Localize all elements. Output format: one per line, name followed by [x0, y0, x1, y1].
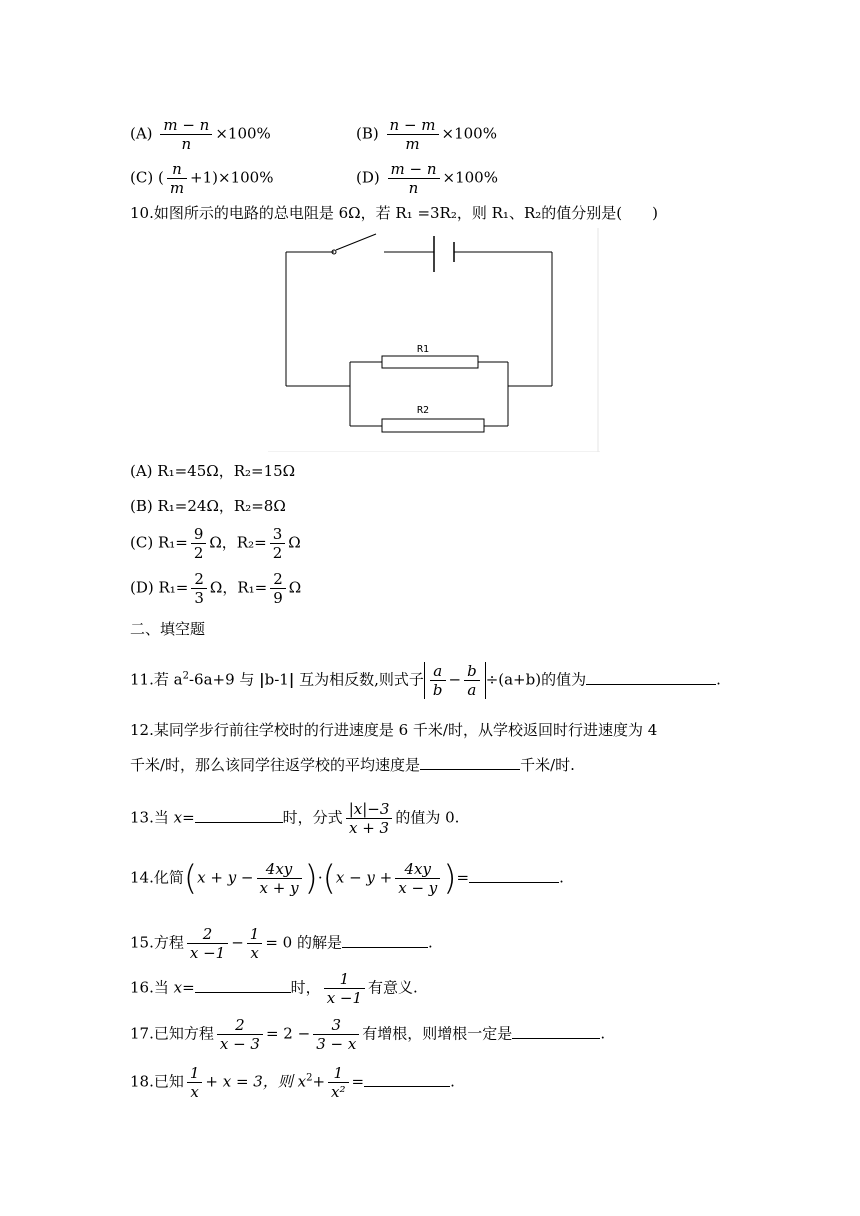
answer-blank[interactable] [342, 931, 428, 948]
fraction: $\frac{b}{a}$ [464, 662, 480, 699]
q9-option-b: (B) $\frac{n - m}{m}$ ×100% [356, 116, 497, 153]
section-heading: 二、填空题 [130, 620, 206, 638]
q10-option-a: (A) R₁=45Ω，R₂=15Ω [130, 462, 296, 480]
fraction: $\frac{1}{x}$ [247, 925, 263, 962]
answer-blank[interactable] [512, 1022, 600, 1039]
fraction: $\frac{2}{x - 3}$ [217, 1016, 263, 1053]
fraction: $\frac{2}{x -1}$ [187, 925, 228, 962]
r1-label: R1 [417, 344, 430, 355]
fraction: $\frac{a}{b}$ [430, 662, 446, 699]
r2-label: R2 [417, 405, 430, 416]
q15: 15.方程 $\frac{2}{x -1}$ − $\frac{1}{x}$ = 0 的解是 . [130, 925, 433, 962]
fraction: $\frac{3}{3 - x}$ [313, 1016, 359, 1053]
q17: 17.已知方程 $\frac{2}{x - 3}$ = 2 − $\frac{3}{3 - x}$ 有增根，则增根一定是 . [130, 1016, 606, 1053]
answer-blank[interactable] [469, 866, 559, 883]
answer-blank[interactable] [586, 668, 716, 685]
fraction: $\frac{m - n}{n}$ [388, 160, 440, 197]
q14: 14.化简(x + y − $\frac{4xy}{x + y}$ )·(x − y + $\frac{4xy}{x - y}$ )= . [130, 858, 564, 899]
fraction: $\frac{|x|-3}{x + 3}$ [346, 800, 393, 837]
q10-option-d: (D) R₁= $\frac{2}{3}$ Ω，R₁= $\frac{2}{9}$ Ω [130, 570, 302, 607]
answer-blank[interactable] [420, 753, 520, 770]
fraction: $\frac{1}{\text{x²}}$ [328, 1064, 348, 1101]
q9-option-a: (A) $\frac{m - n}{n}$ ×100% [130, 116, 271, 153]
fraction: $\frac{1}{x}$ [187, 1064, 203, 1101]
fraction: $\frac{m - n}{n}$ [160, 116, 212, 153]
fraction: $\frac{2}{9}$ [270, 570, 286, 607]
q12-line1: 12.某同学步行前往学校时的行进速度是 6 千米/时，从学校返回时行进速度为 4 [130, 721, 658, 739]
fraction: $\frac{9}{2}$ [191, 525, 207, 562]
fraction: $\frac{3}{2}$ [270, 525, 286, 562]
q11: 11.若 $a^2-6a+9$ 与 |b-1| 互为相反数,则式子 $\frac{a}{b}$ − $\frac{b}{a}$ ÷(a+b)的值为 . [130, 662, 721, 699]
fraction: $\frac{n}{m}$ [167, 160, 187, 197]
q9-option-c: (C) ( $\frac{n}{m}$ +1)×100% [130, 160, 274, 197]
q18: 18.已知 $\frac{1}{x}$ + x = 3，则 $x^2+$ $\frac{1}{\text{x²}}$ = . [130, 1064, 455, 1101]
fraction: $\frac{4xy}{x - y}$ [395, 860, 440, 897]
answer-blank[interactable] [364, 1070, 450, 1087]
fraction: $\frac{n - m}{m}$ [387, 116, 439, 153]
q16: 16.当 x= 时， $\frac{1}{x -1}$ 有意义. [130, 970, 418, 1007]
q12-line2: 千米/时，那么该同学往返学校的平均速度是 千米/时. [130, 753, 575, 775]
absolute-value: $\frac{a}{b}$ − $\frac{b}{a}$ [424, 662, 486, 699]
resistor-r2 [382, 419, 484, 432]
fraction: $\frac{1}{x -1}$ [324, 970, 365, 1007]
answer-blank[interactable] [195, 806, 283, 823]
q10-stem: 10.如图所示的电路的总电阻是 6Ω，若 R₁ =3R₂，则 R₁、R₂的值分别是( ) [130, 204, 658, 222]
circuit-diagram [268, 228, 600, 452]
q10-option-c: (C) R₁= $\frac{9}{2}$ Ω，R₂= $\frac{3}{2}$ Ω [130, 525, 301, 562]
fraction: $\frac{4xy}{x + y}$ [257, 860, 302, 897]
q9-option-d: (D) $\frac{m - n}{n}$ ×100% [356, 160, 498, 197]
q10-option-b: (B) R₁=24Ω，R₂=8Ω [130, 497, 286, 515]
fraction: $\frac{2}{3}$ [191, 570, 207, 607]
resistor-r1 [382, 356, 478, 368]
q13: 13.当 x= 时，分式 $\frac{|x|-3}{x + 3}$ 的值为 0. [130, 800, 460, 837]
answer-blank[interactable] [195, 976, 291, 993]
